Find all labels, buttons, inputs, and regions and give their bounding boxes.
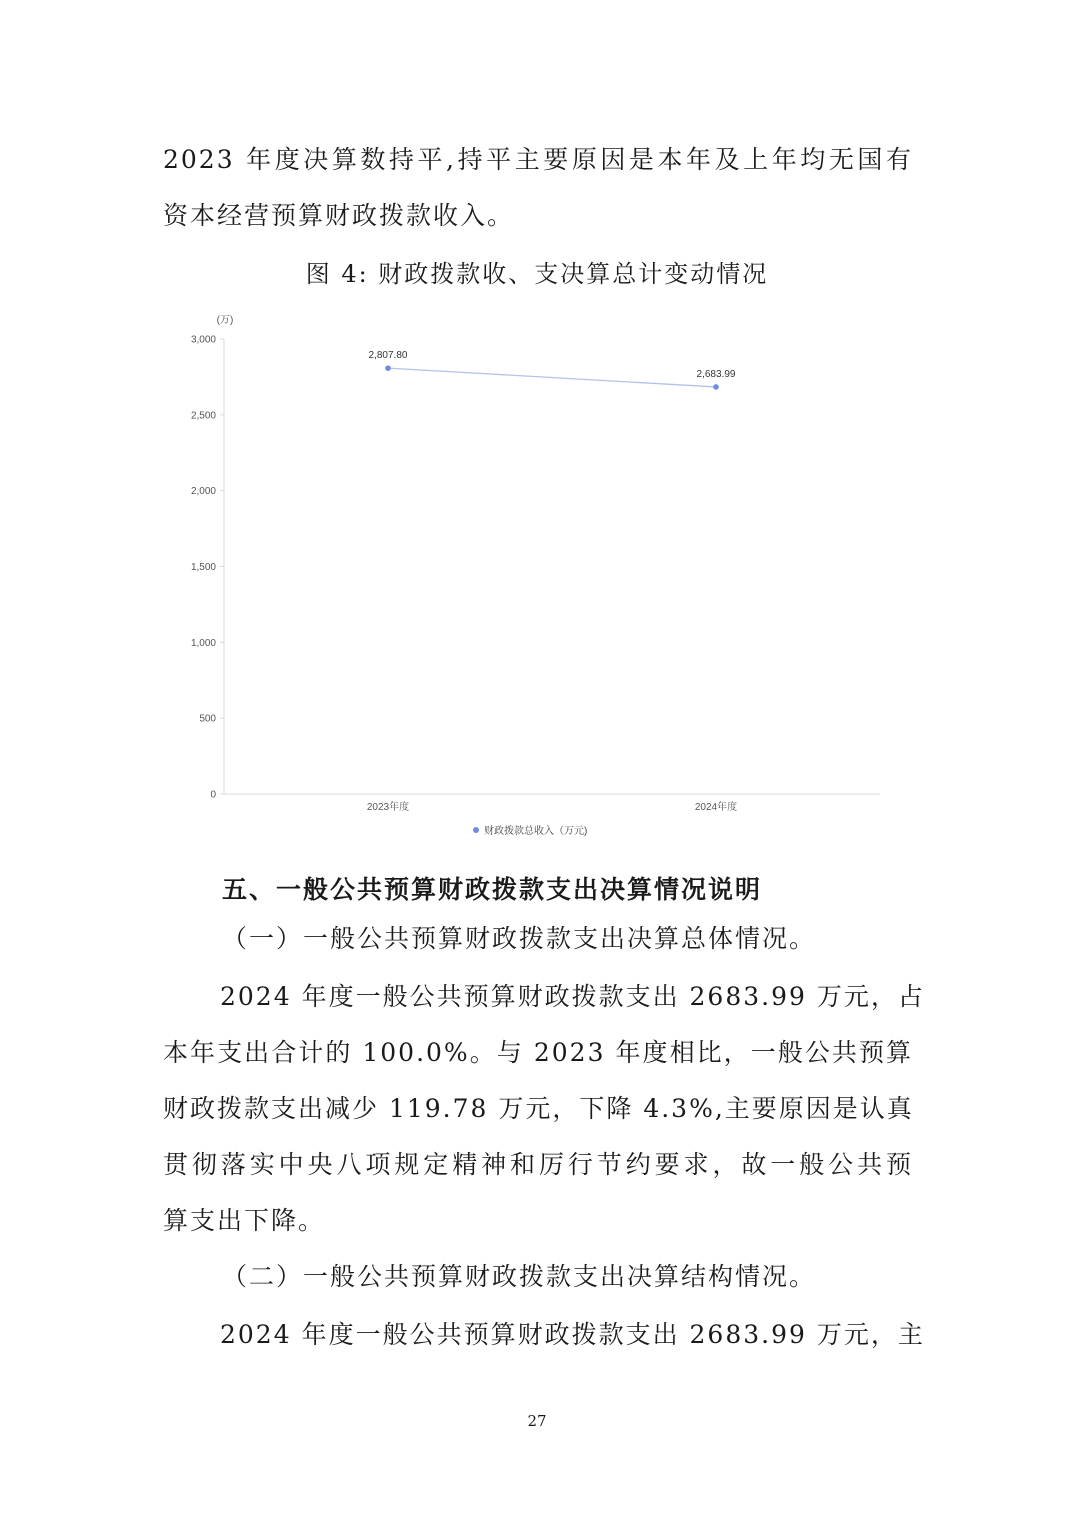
data-point (385, 365, 391, 371)
paragraph-line: 本年支出合计的 100.0%。与 2023 年度相比，一般公共预算 (163, 1038, 913, 1067)
line-chart (170, 305, 890, 845)
y-tick-labels (191, 335, 216, 801)
data-label: 2,683.99 (696, 368, 736, 380)
paragraph-line: 2024 年度一般公共预算财政拨款支出 2683.99 万元，占 (220, 982, 925, 1011)
page-number: 27 (527, 1412, 547, 1430)
subsection-title: （二）一般公共预算财政拨款支出决算结构情况。 (222, 1262, 817, 1291)
chart-grid (220, 339, 880, 794)
paragraph-line: 2023 年度决算数持平,持平主要原因是本年及上年均无国有 (163, 145, 913, 174)
paragraph-line: 贯彻落实中央八项规定精神和厉行节约要求，故一般公共预 (163, 1150, 913, 1179)
legend-marker (473, 827, 479, 833)
legend-label: 财政拨款总收入（万元) (484, 826, 588, 837)
paragraph-line: 资本经营预算财政拨款收入。 (163, 201, 515, 230)
data-point (713, 384, 719, 390)
legend (473, 824, 587, 837)
section-heading: 五、一般公共预算财政拨款支出决算情况说明 (222, 875, 763, 904)
x-tick-label: 2024年度 (694, 802, 738, 813)
x-tick-labels (367, 800, 737, 813)
x-tick-label: 2023年度 (366, 802, 410, 813)
data-label: 2,807.80 (368, 350, 408, 362)
y-tick-label: 500 (199, 713, 216, 725)
paragraph-line: 2024 年度一般公共预算财政拨款支出 2683.99 万元，主 (220, 1320, 925, 1349)
y-tick-label: 2,500 (190, 410, 216, 422)
figure-caption: 图 4: 财政拨款收、支决算总计变动情况 (305, 260, 769, 288)
series-group (369, 350, 736, 390)
series-line (388, 368, 716, 387)
y-tick-label: 3,000 (190, 334, 216, 346)
subsection-title: （一）一般公共预算财政拨款支出决算总体情况。 (222, 924, 817, 953)
paragraph-line: 算支出下降。 (163, 1206, 326, 1235)
y-tick-label: 1,500 (190, 562, 216, 573)
y-unit-label: (万) (216, 315, 234, 326)
y-tick-label: 0 (210, 789, 216, 801)
y-tick-label: 2,000 (190, 486, 216, 498)
y-tick-label: 1,000 (190, 637, 216, 649)
paragraph-line: 财政拨款支出减少 119.78 万元，下降 4.3%,主要原因是认真 (163, 1094, 914, 1123)
